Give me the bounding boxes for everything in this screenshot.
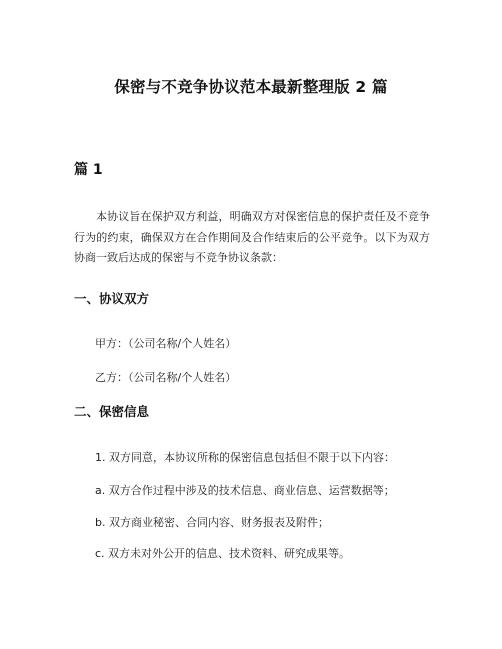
- confidential-item-c: c. 双方未对外公开的信息、技术资料、研究成果等。: [95, 547, 351, 560]
- part-heading: 篇 1: [74, 162, 103, 178]
- intro-paragraph: 本协议旨在保护双方利益，明确双方对保密信息的保护责任及不竞争行为的约束，确保双方在合作期间及合作结束后的公平竞争。以下为双方协商一致后达成的保密与不竞争协议条款：: [74, 210, 430, 264]
- confidential-item-b: b. 双方商业秘密、合同内容、财务报表及附件；: [95, 516, 329, 529]
- party-a-line: 甲方：（公司名称/个人姓名）: [95, 337, 237, 350]
- document-title: 保密与不竞争协议范本最新整理版 2 篇: [114, 78, 388, 96]
- confidential-item-a: a. 双方合作过程中涉及的技术信息、商业信息、运营数据等；: [95, 484, 395, 497]
- party-b-line: 乙方：（公司名称/个人姓名）: [95, 371, 237, 384]
- confidential-item-1: 1. 双方同意，本协议所称的保密信息包括但不限于以下内容：: [95, 451, 395, 464]
- section-heading-confidential: 二、保密信息: [74, 404, 150, 419]
- section-heading-parties: 一、协议双方: [74, 291, 150, 306]
